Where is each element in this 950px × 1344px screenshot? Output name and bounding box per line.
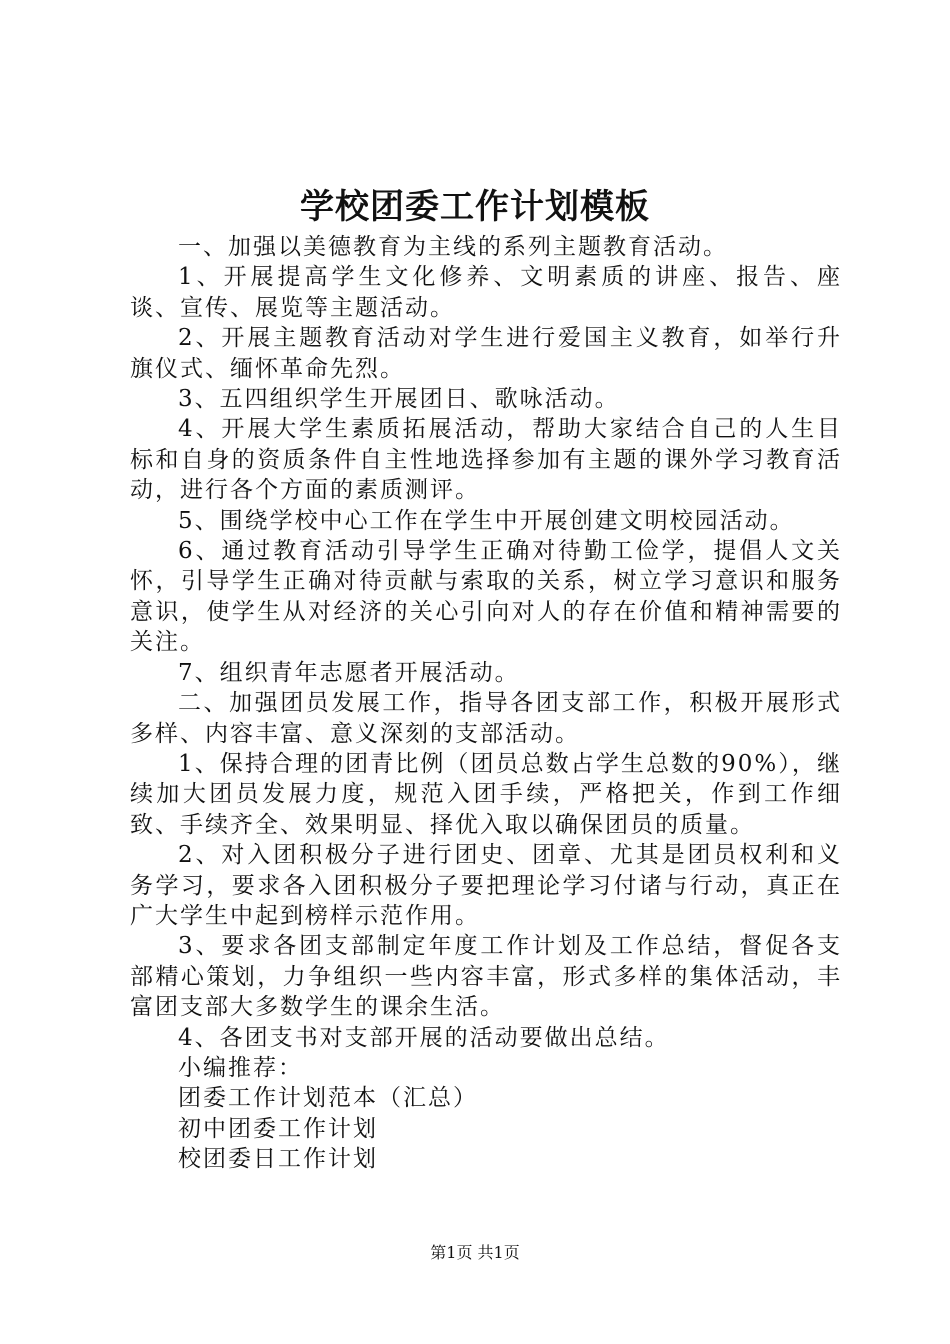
paragraph: 5、围绕学校中心工作在学生中开展创建文明校园活动。 xyxy=(178,507,795,534)
document-title: 学校团委工作计划模板 xyxy=(300,187,650,227)
recommend-link[interactable]: 团委工作计划范本（汇总） xyxy=(178,1085,478,1112)
paragraph: 一、加强以美德教育为主线的系列主题教育活动。 xyxy=(178,234,728,260)
paragraph: 3、要求各团支部制定年度工作计划及工作总结，督促各支部精心策划，力争组织一些内容丰富，形式多样的集体活动，丰富团支部大多数学生的课余生活。 xyxy=(130,933,842,1021)
paragraph: 7、组织青年志愿者开展活动。 xyxy=(178,659,520,686)
paragraph: 4、开展大学生素质拓展活动，帮助大家结合自己的人生目标和自身的资质条件自主性地选择参加有主题的课外学习教育活动，进行各个方面的素质测评。 xyxy=(130,416,842,504)
paragraph: 4、各团支书对支部开展的活动要做出总结。 xyxy=(178,1024,670,1051)
document-body xyxy=(130,232,842,1175)
recommend-label: 小编推荐： xyxy=(178,1054,303,1081)
paragraph: 3、五四组织学生开展团日、歌咏活动。 xyxy=(178,386,620,413)
paragraph: 2、对入团积极分子进行团史、团章、尤其是团员权利和义务学习，要求各入团积极分子要把理论学习付诸与行动，真正在广大学生中起到榜样示范作用。 xyxy=(130,842,842,929)
paragraph: 2、开展主题教育活动对学生进行爱国主义教育，如举行升旗仪式、缅怀革命先烈。 xyxy=(130,325,842,382)
recommend-link[interactable]: 初中团委工作计划 xyxy=(178,1115,378,1142)
paragraph: 二、加强团员发展工作，指导各团支部工作，积极开展形式多样、内容丰富、意义深刻的支部活动。 xyxy=(130,690,842,747)
paragraph: 6、通过教育活动引导学生正确对待勤工俭学，提倡人文关怀，引导学生正确对待贡献与索取的关系，树立学习意识和服务意识，使学生从对经济的关心引向对人的存在价值和精神需要的关注。 xyxy=(130,538,842,656)
recommend-link[interactable]: 校团委日工作计划 xyxy=(178,1146,378,1173)
paragraph: 1、保持合理的团青比例（团员总数占学生总数的90%），继续加大团员发展力度，规范入团手续，严格把关，作到工作细致、手续齐全、效果明显、择优入取以确保团员的质量。 xyxy=(130,750,842,838)
paragraph: 1、开展提高学生文化修养、文明素质的讲座、报告、座谈、宣传、展览等主题活动。 xyxy=(130,264,842,321)
page-footer: 第1页 共1页 xyxy=(430,1243,520,1262)
